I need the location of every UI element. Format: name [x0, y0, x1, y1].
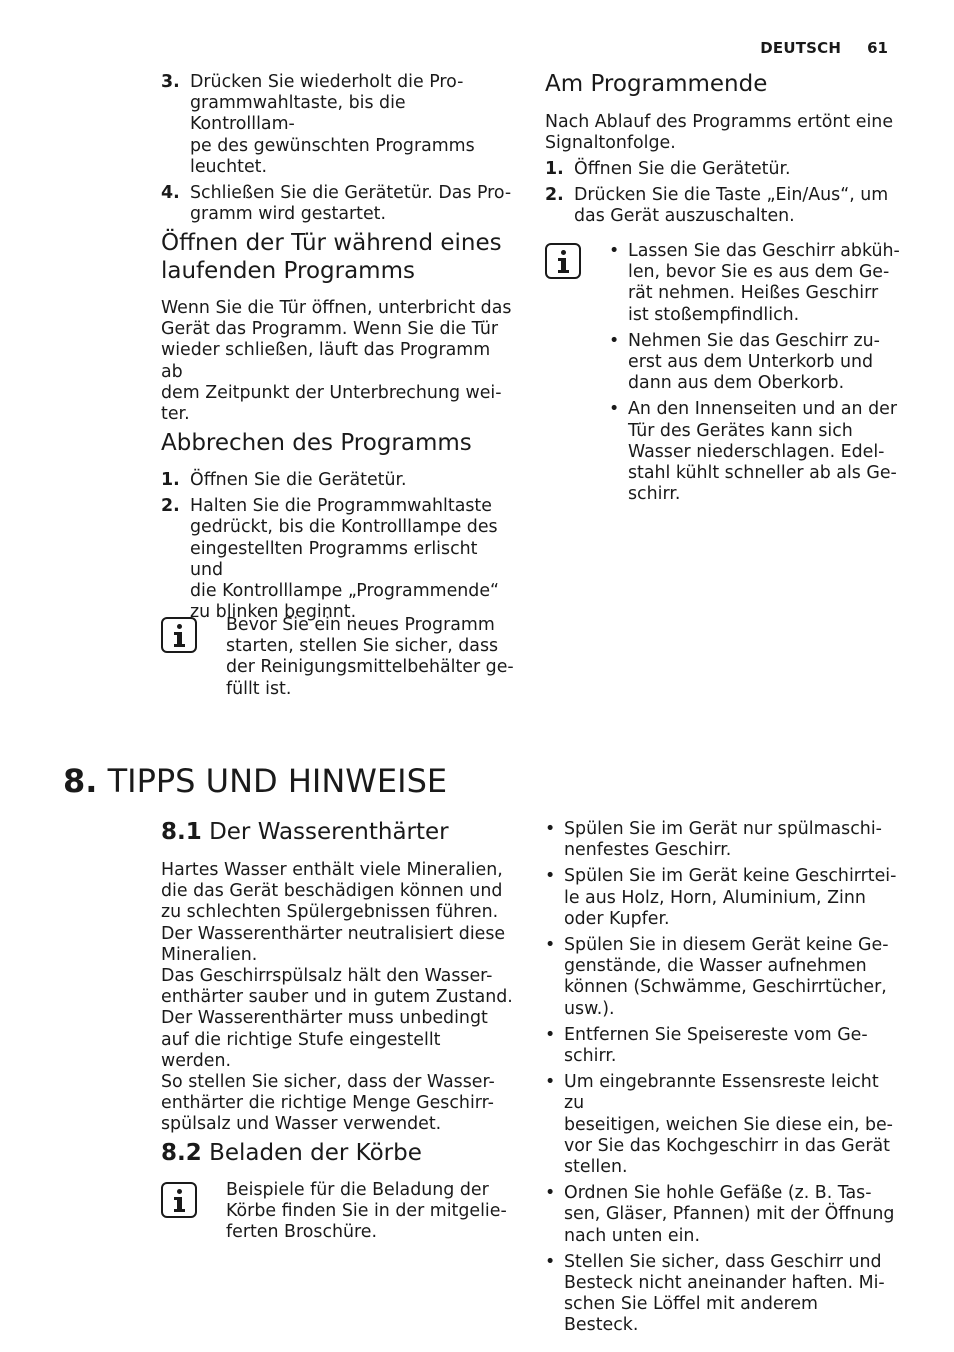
step-item: [161, 183, 513, 225]
bullet-text: Lassen Sie das Geschirr abküh- len, bevor Sie es aus dem Ge- rät nehmen. Heißes Geschirr ist stoßempfindlich.: [628, 241, 900, 325]
step-item: [161, 496, 513, 623]
bullet-text: Nehmen Sie das Geschirr zu- erst aus dem Unterkorb und dann aus dem Oberkorb.: [628, 330, 880, 394]
section-8-2-heading: [161, 1139, 513, 1167]
cancel-heading: Abbrechen des Programms: [161, 430, 472, 456]
start-steps: [161, 72, 513, 230]
open-door-heading: Öffnen der Tür während eines laufenden Programms: [161, 230, 502, 284]
page-header: [760, 38, 888, 58]
bullet-text: Stellen Sie sicher, dass Geschirr und Besteck nicht aneinander haften. Mi- schen Sie Löffel mit anderem Besteck.: [564, 1251, 885, 1336]
section-8-1-body: Hartes Wasser enthält viele Mineralien, die das Gerät beschädigen können und zu schlechten Spülergebnissen führen. Der Wasserenthärter neutralisiert diese Mineralien. Das Geschirrspülsalz hält den Wasser- enthärter sauber und in gutem Zustand. Der Wasserenthärter muss unbedingt auf die richtige Stufe eingestellt werden. So stellen Sie sicher, dass der Wasser- enthärter die richtige Menge Geschirr- spülsalz und Wasser verwendet.: [161, 860, 513, 1135]
section-title: Beladen der Körbe: [209, 1140, 422, 1166]
bullet-text: Spülen Sie im Gerät keine Geschirrtei- le aus Holz, Horn, Aluminium, Zinn oder Kupfer.: [564, 866, 897, 929]
list-item: [609, 241, 901, 326]
list-item: [545, 1025, 897, 1067]
step-number: 2.: [161, 496, 180, 517]
step-text: Drücken Sie wiederholt die Pro- grammwahltaste, bis die Kontrolllam- pe des gewünschten Programms leuchtet.: [190, 72, 475, 177]
info-icon: [161, 617, 197, 653]
tips-list: [545, 819, 897, 1342]
list-item: [545, 1183, 897, 1247]
bullet-text: An den Innenseiten und an der Tür des Gerätes kann sich Wasser niederschlagen. Edel- stahl kühlt schneller ab als Ge- schirr.: [628, 399, 897, 505]
list-item: [545, 1252, 897, 1337]
chapter-title: TIPPS UND HINWEISE: [107, 762, 448, 800]
bullet-text: Spülen Sie in diesem Gerät keine Ge- genstände, die Wasser aufnehmen können (Schwämme, Geschirrtücher, usw.).: [564, 935, 889, 1019]
info-icon: [545, 243, 581, 279]
step-item: [545, 185, 897, 227]
list-item: [609, 399, 901, 505]
section-number: 8.1: [161, 819, 202, 845]
step-number: 1.: [545, 159, 564, 179]
chapter-number: 8.: [63, 762, 98, 800]
chapter-heading: [63, 761, 863, 801]
step-number: 4.: [161, 183, 180, 204]
section-title: Der Wasserenthärter: [209, 819, 449, 845]
list-item: [545, 866, 897, 930]
step-item: [545, 159, 897, 180]
bullet-text: Ordnen Sie hohle Gefäße (z. B. Tas- sen, Gläser, Pfannen) mit der Öffnung nach unten ein.: [564, 1183, 895, 1246]
bullet-text: Spülen Sie im Gerät nur spülmaschi- nenfestes Geschirr.: [564, 819, 882, 861]
step-text: Öffnen Sie die Gerätetür.: [574, 159, 791, 179]
step-item: [161, 470, 513, 491]
bullet-text: Um eingebrannte Essensreste leicht zu beseitigen, weichen Sie diese ein, be- vor Sie das Kochgeschirr in das Gerät stellen.: [564, 1072, 893, 1178]
info-icon: [161, 1182, 197, 1218]
program-end-heading: Am Programmende: [545, 71, 768, 97]
list-item: [545, 1072, 897, 1178]
open-door-body: Wenn Sie die Tür öffnen, unterbricht das Gerät das Programm. Wenn Sie die Tür wieder schließen, läuft das Programm ab dem Zeitpunkt der Unterbrechung wei- ter.: [161, 298, 512, 425]
bullet-text: Entfernen Sie Speisereste vom Ge- schirr.: [564, 1024, 868, 1067]
program-end-steps: [545, 159, 897, 233]
section-number: 8.2: [161, 1140, 202, 1166]
list-item: [545, 819, 897, 861]
step-number: 1.: [161, 470, 180, 490]
program-end-note: [609, 241, 901, 510]
list-item: [609, 331, 901, 395]
section-8-2-note: Beispiele für die Beladung der Körbe finden Sie in der mitgelie- ferten Broschüre.: [226, 1180, 507, 1243]
cancel-note: Bevor Sie ein neues Programm starten, stellen Sie sicher, dass der Reinigungsmittelbehälter ge- füllt ist.: [226, 615, 514, 699]
step-number: 2.: [545, 185, 564, 206]
section-label: DEUTSCH: [760, 39, 842, 57]
step-item: [161, 72, 513, 178]
page-number: 61: [867, 39, 888, 57]
program-end-intro: Nach Ablauf des Programms ertönt eine Signaltonfolge.: [545, 112, 894, 154]
cancel-steps: [161, 470, 513, 628]
step-text: Öffnen Sie die Gerätetür.: [190, 470, 407, 490]
step-text: Schließen Sie die Gerätetür. Das Pro- gramm wird gestartet.: [190, 183, 512, 225]
step-text: Drücken Sie die Taste „Ein/Aus“, um das Gerät auszuschalten.: [574, 185, 889, 227]
step-text: Halten Sie die Programmwahltaste gedrückt, bis die Kontrolllampe des eingestellten Programms erlischt und die Kontrolllampe „Programmende“ zu blinken beginnt.: [190, 496, 500, 623]
list-item: [545, 935, 897, 1020]
section-8-1-heading: [161, 818, 513, 846]
step-number: 3.: [161, 72, 180, 92]
